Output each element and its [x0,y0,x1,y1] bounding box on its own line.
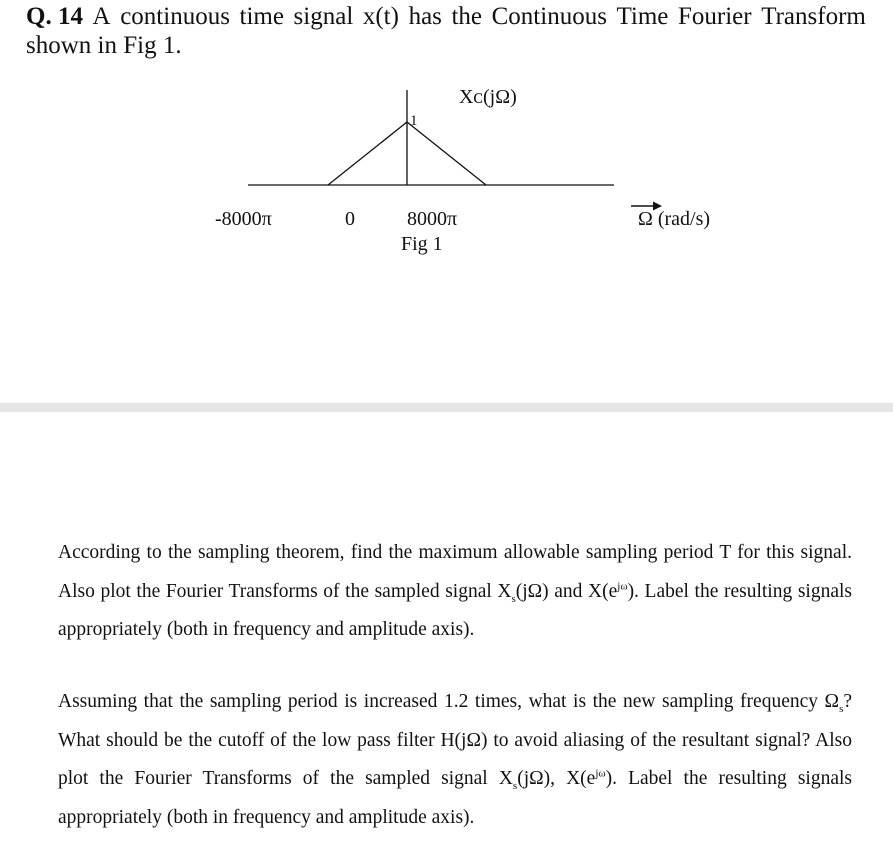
p2-text-c: (jΩ), X(e [517,768,596,789]
question-word: Fourier [678,3,752,30]
p1-sup-b: jω [617,580,628,592]
figure-caption: Fig 1 [401,233,443,255]
p1-text-b: (jΩ) and X(e [515,580,618,602]
section-divider [0,403,893,412]
question-word: Transform [761,3,866,30]
p2-sup-c: jω [595,767,606,780]
paragraph-1 [58,534,852,650]
p1-sub-a: s [511,592,516,605]
question-line-2: shown in Fig 1. [26,32,182,59]
p2-text-b: ? What should be the cutoff of the low pass filter H(jΩ) to avoid aliasing of the resultant signal? Also plot the Fourier Transforms of the sampled signal X [58,691,852,789]
peak-label: 1 [410,113,418,129]
p1-text-c: ). Label the resulting signals appropriately (both in frequency and amplitude axis). [58,580,852,640]
question-word: Time [616,3,669,30]
p2-text-d: ). Label the resulting signals appropriately (both in frequency and amplitude axis). [58,768,852,828]
axis-label: Ω (rad/s) [638,208,711,230]
tick-label-pos: 8000π [407,208,458,230]
tick-label-zero: 0 [345,208,355,230]
question-word: x(t) [362,3,399,30]
question-word: signal [293,3,354,30]
tick-label-neg: -8000π [215,208,272,230]
p2-text-a: Assuming that the sampling period is increased 1.2 times, what is the new sampling frequency Ω [58,691,840,712]
question-word: has [408,3,442,30]
figure-1 [0,0,893,270]
question-word: time [239,3,284,30]
question-word: Continuous [491,3,607,30]
spectrum-title: Xᴄ(jΩ) [459,86,517,108]
question-number: Q. 14 [26,3,83,30]
question-word: continuous [120,3,230,30]
paragraph-2-text [58,683,852,837]
paragraph-2 [58,683,852,837]
p2-sub-b: s [512,779,518,792]
question-word: A [92,3,111,30]
p2-sub-a: s [839,702,844,715]
p1-text-a: According to the sampling theorem, find the maximum allowable sampling period T for this signal. Also plot the Fourier Transforms of the sampled signal X [58,542,852,602]
question-word: the [451,3,483,30]
paragraph-1-text [58,534,852,650]
